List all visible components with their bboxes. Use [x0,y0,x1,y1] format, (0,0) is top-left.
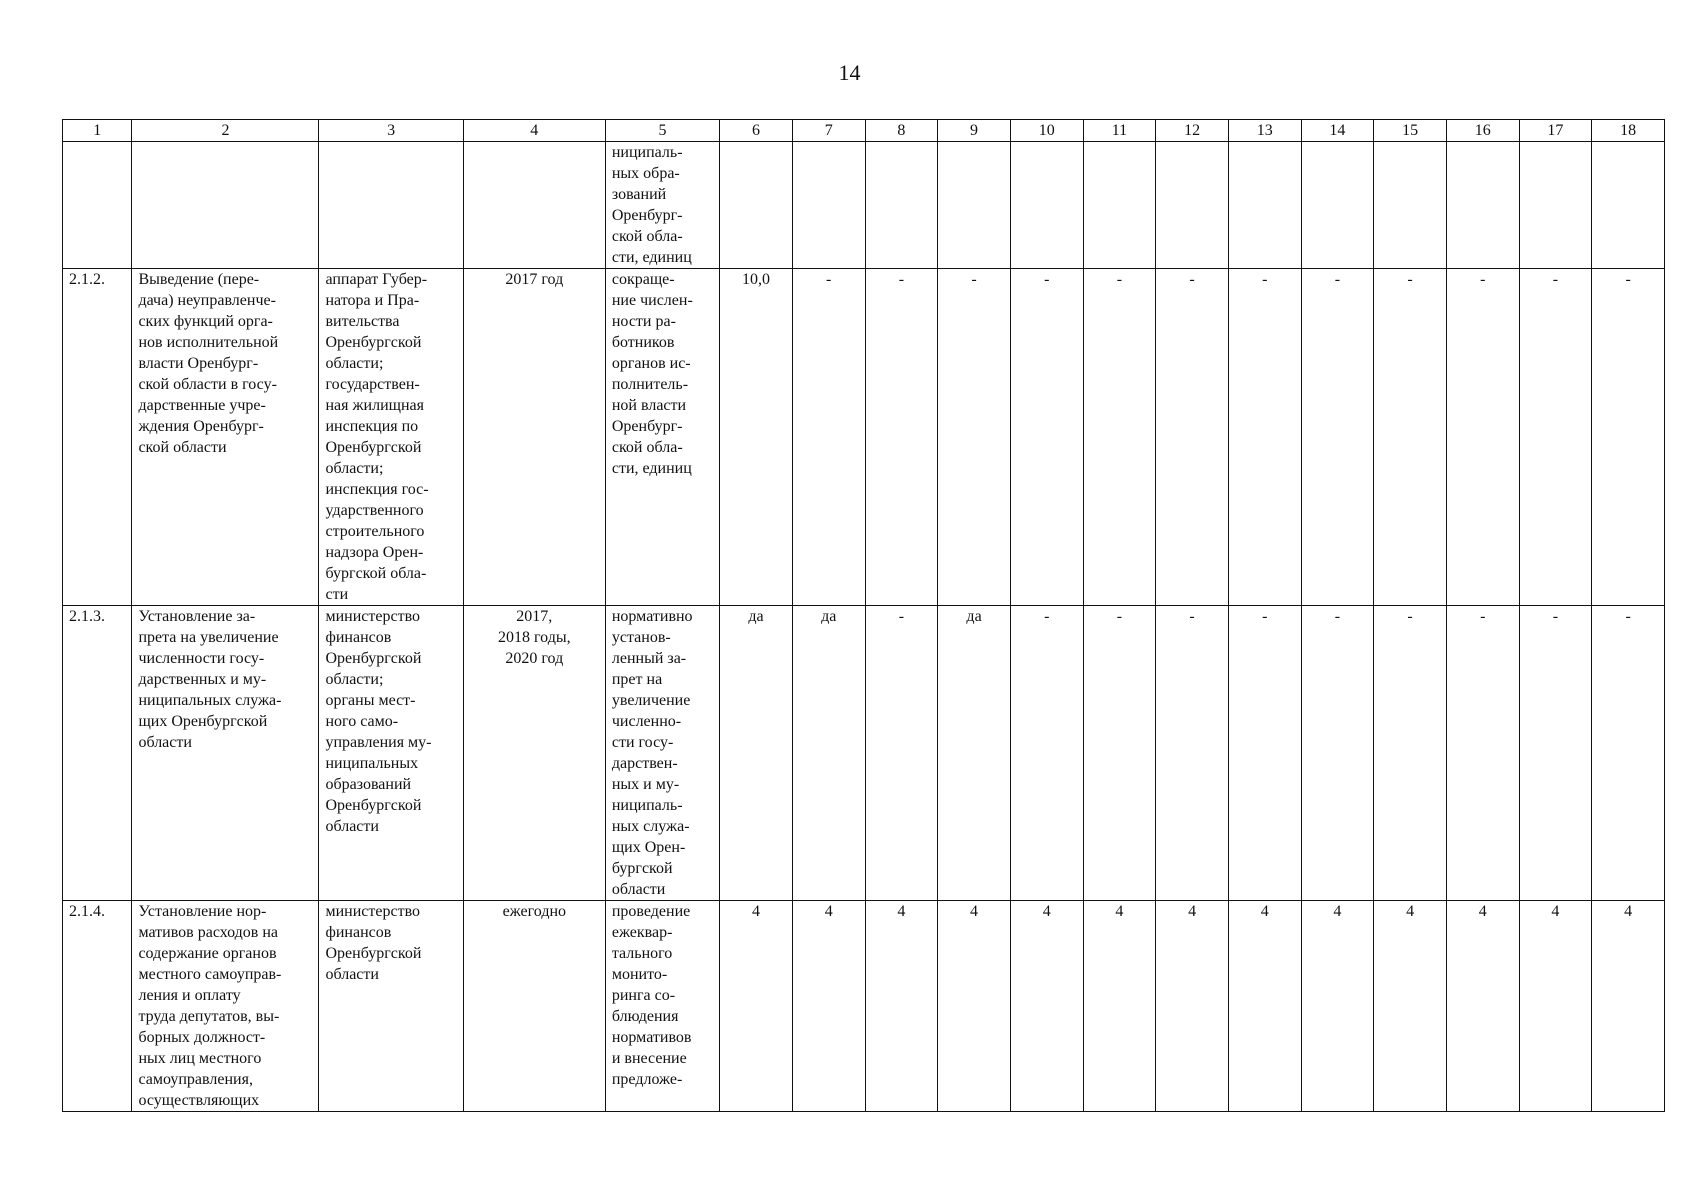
column-number-13: 13 [1228,120,1301,142]
value-cell [1010,142,1083,269]
column-number-4: 4 [463,120,605,142]
activity-name-cell: Установление нор- мативов расходов на содержание органов местного самоуправ- ления и оплату труда депутатов, вы- борных должност- ных лиц местного самоуправления, осуществляющих [132,901,319,1112]
row-number-cell: 2.1.4. [63,901,132,1112]
value-cell [1374,142,1447,269]
column-number-14: 14 [1301,120,1374,142]
value-cell: 4 [1446,901,1519,1112]
column-number-2: 2 [132,120,319,142]
value-cell: - [1301,269,1374,606]
value-cell: - [1083,269,1156,606]
column-number-1: 1 [63,120,132,142]
value-cell: - [1592,606,1665,901]
value-cell: - [1519,606,1592,901]
row-number-cell: 2.1.2. [63,269,132,606]
value-cell: 4 [792,901,865,1112]
value-cell: - [1374,269,1447,606]
table-row [63,901,1665,1112]
value-cell: - [1228,606,1301,901]
value-cell: да [792,606,865,901]
value-cell: 4 [1592,901,1665,1112]
column-number-9: 9 [938,120,1011,142]
value-cell: - [1228,269,1301,606]
executor-cell: министерство финансов Оренбургской области; органы мест- ного само- управления му- ниципальных образований Оренбургской области [319,606,463,901]
value-cell [720,142,793,269]
period-cell: 2017, 2018 годы, 2020 год [463,606,605,901]
value-cell: - [1446,269,1519,606]
value-cell: - [865,606,938,901]
value-cell: - [938,269,1011,606]
row-number-cell: 2.1.3. [63,606,132,901]
table-row [63,269,1665,606]
value-cell: - [865,269,938,606]
value-cell: 4 [1519,901,1592,1112]
column-number-10: 10 [1010,120,1083,142]
column-number-15: 15 [1374,120,1447,142]
value-cell: 10,0 [720,269,793,606]
period-cell [463,142,605,269]
column-number-16: 16 [1446,120,1519,142]
column-number-17: 17 [1519,120,1592,142]
activity-name-cell: Установление за- прета на увеличение численности госу- дарственных и му- ниципальных служа- щих Оренбургской области [132,606,319,901]
indicator-cell: сокраще- ние числен- ности ра- ботников органов ис- полнитель- ной власти Оренбург- ской обла- сти, единиц [605,269,719,606]
column-number-3: 3 [319,120,463,142]
value-cell: да [720,606,793,901]
value-cell: - [1010,269,1083,606]
executor-cell: министерство финансов Оренбургской области [319,901,463,1112]
value-cell: - [1301,606,1374,901]
value-cell [1519,142,1592,269]
program-table [62,119,1665,1112]
period-cell: ежегодно [463,901,605,1112]
indicator-cell: проведение ежеквар- тального монито- ринга со- блюдения нормативов и внесение предложе- [605,901,719,1112]
page-number: 14 [838,60,861,85]
column-number-5: 5 [605,120,719,142]
value-cell: - [792,269,865,606]
value-cell [1228,142,1301,269]
indicator-cell: нормативно установ- ленный за- прет на увеличение численно- сти госу- дарствен- ных и му- ниципаль- ных служа- щих Орен- бургской области [605,606,719,901]
value-cell [1592,142,1665,269]
column-number-8: 8 [865,120,938,142]
value-cell: - [1446,606,1519,901]
value-cell [938,142,1011,269]
column-number-row [63,120,1665,142]
table-row [63,142,1665,269]
value-cell [792,142,865,269]
column-number-7: 7 [792,120,865,142]
value-cell: - [1519,269,1592,606]
indicator-cell: ниципаль- ных обра- зований Оренбург- ской обла- сти, единиц [605,142,719,269]
value-cell: 4 [720,901,793,1112]
value-cell: 4 [1010,901,1083,1112]
value-cell [1156,142,1229,269]
value-cell: 4 [1228,901,1301,1112]
column-number-6: 6 [720,120,793,142]
value-cell: 4 [865,901,938,1112]
activity-name-cell [132,142,319,269]
value-cell [1446,142,1519,269]
value-cell: 4 [1301,901,1374,1112]
row-number-cell [63,142,132,269]
table-row [63,606,1665,901]
column-number-18: 18 [1592,120,1665,142]
value-cell: - [1592,269,1665,606]
executor-cell [319,142,463,269]
period-cell: 2017 год [463,269,605,606]
value-cell: - [1010,606,1083,901]
value-cell [865,142,938,269]
activity-name-cell: Выведение (пере- дача) неуправленче- ских функций орга- нов исполнительной власти Оренбург- ской области в госу- дарственные учре- ждения Оренбург- ской области [132,269,319,606]
column-number-11: 11 [1083,120,1156,142]
value-cell: - [1156,606,1229,901]
value-cell [1083,142,1156,269]
value-cell: да [938,606,1011,901]
value-cell: - [1156,269,1229,606]
value-cell: 4 [1374,901,1447,1112]
value-cell: 4 [1156,901,1229,1112]
value-cell [1301,142,1374,269]
value-cell: 4 [1083,901,1156,1112]
value-cell: - [1374,606,1447,901]
executor-cell: аппарат Губер- натора и Пра- вительства Оренбургской области; государствен- ная жилищная инспекция по Оренбургской области; инспекция гос- ударственного строительного надзора Орен- бургской обла- сти [319,269,463,606]
column-number-12: 12 [1156,120,1229,142]
value-cell: - [1083,606,1156,901]
value-cell: 4 [938,901,1011,1112]
